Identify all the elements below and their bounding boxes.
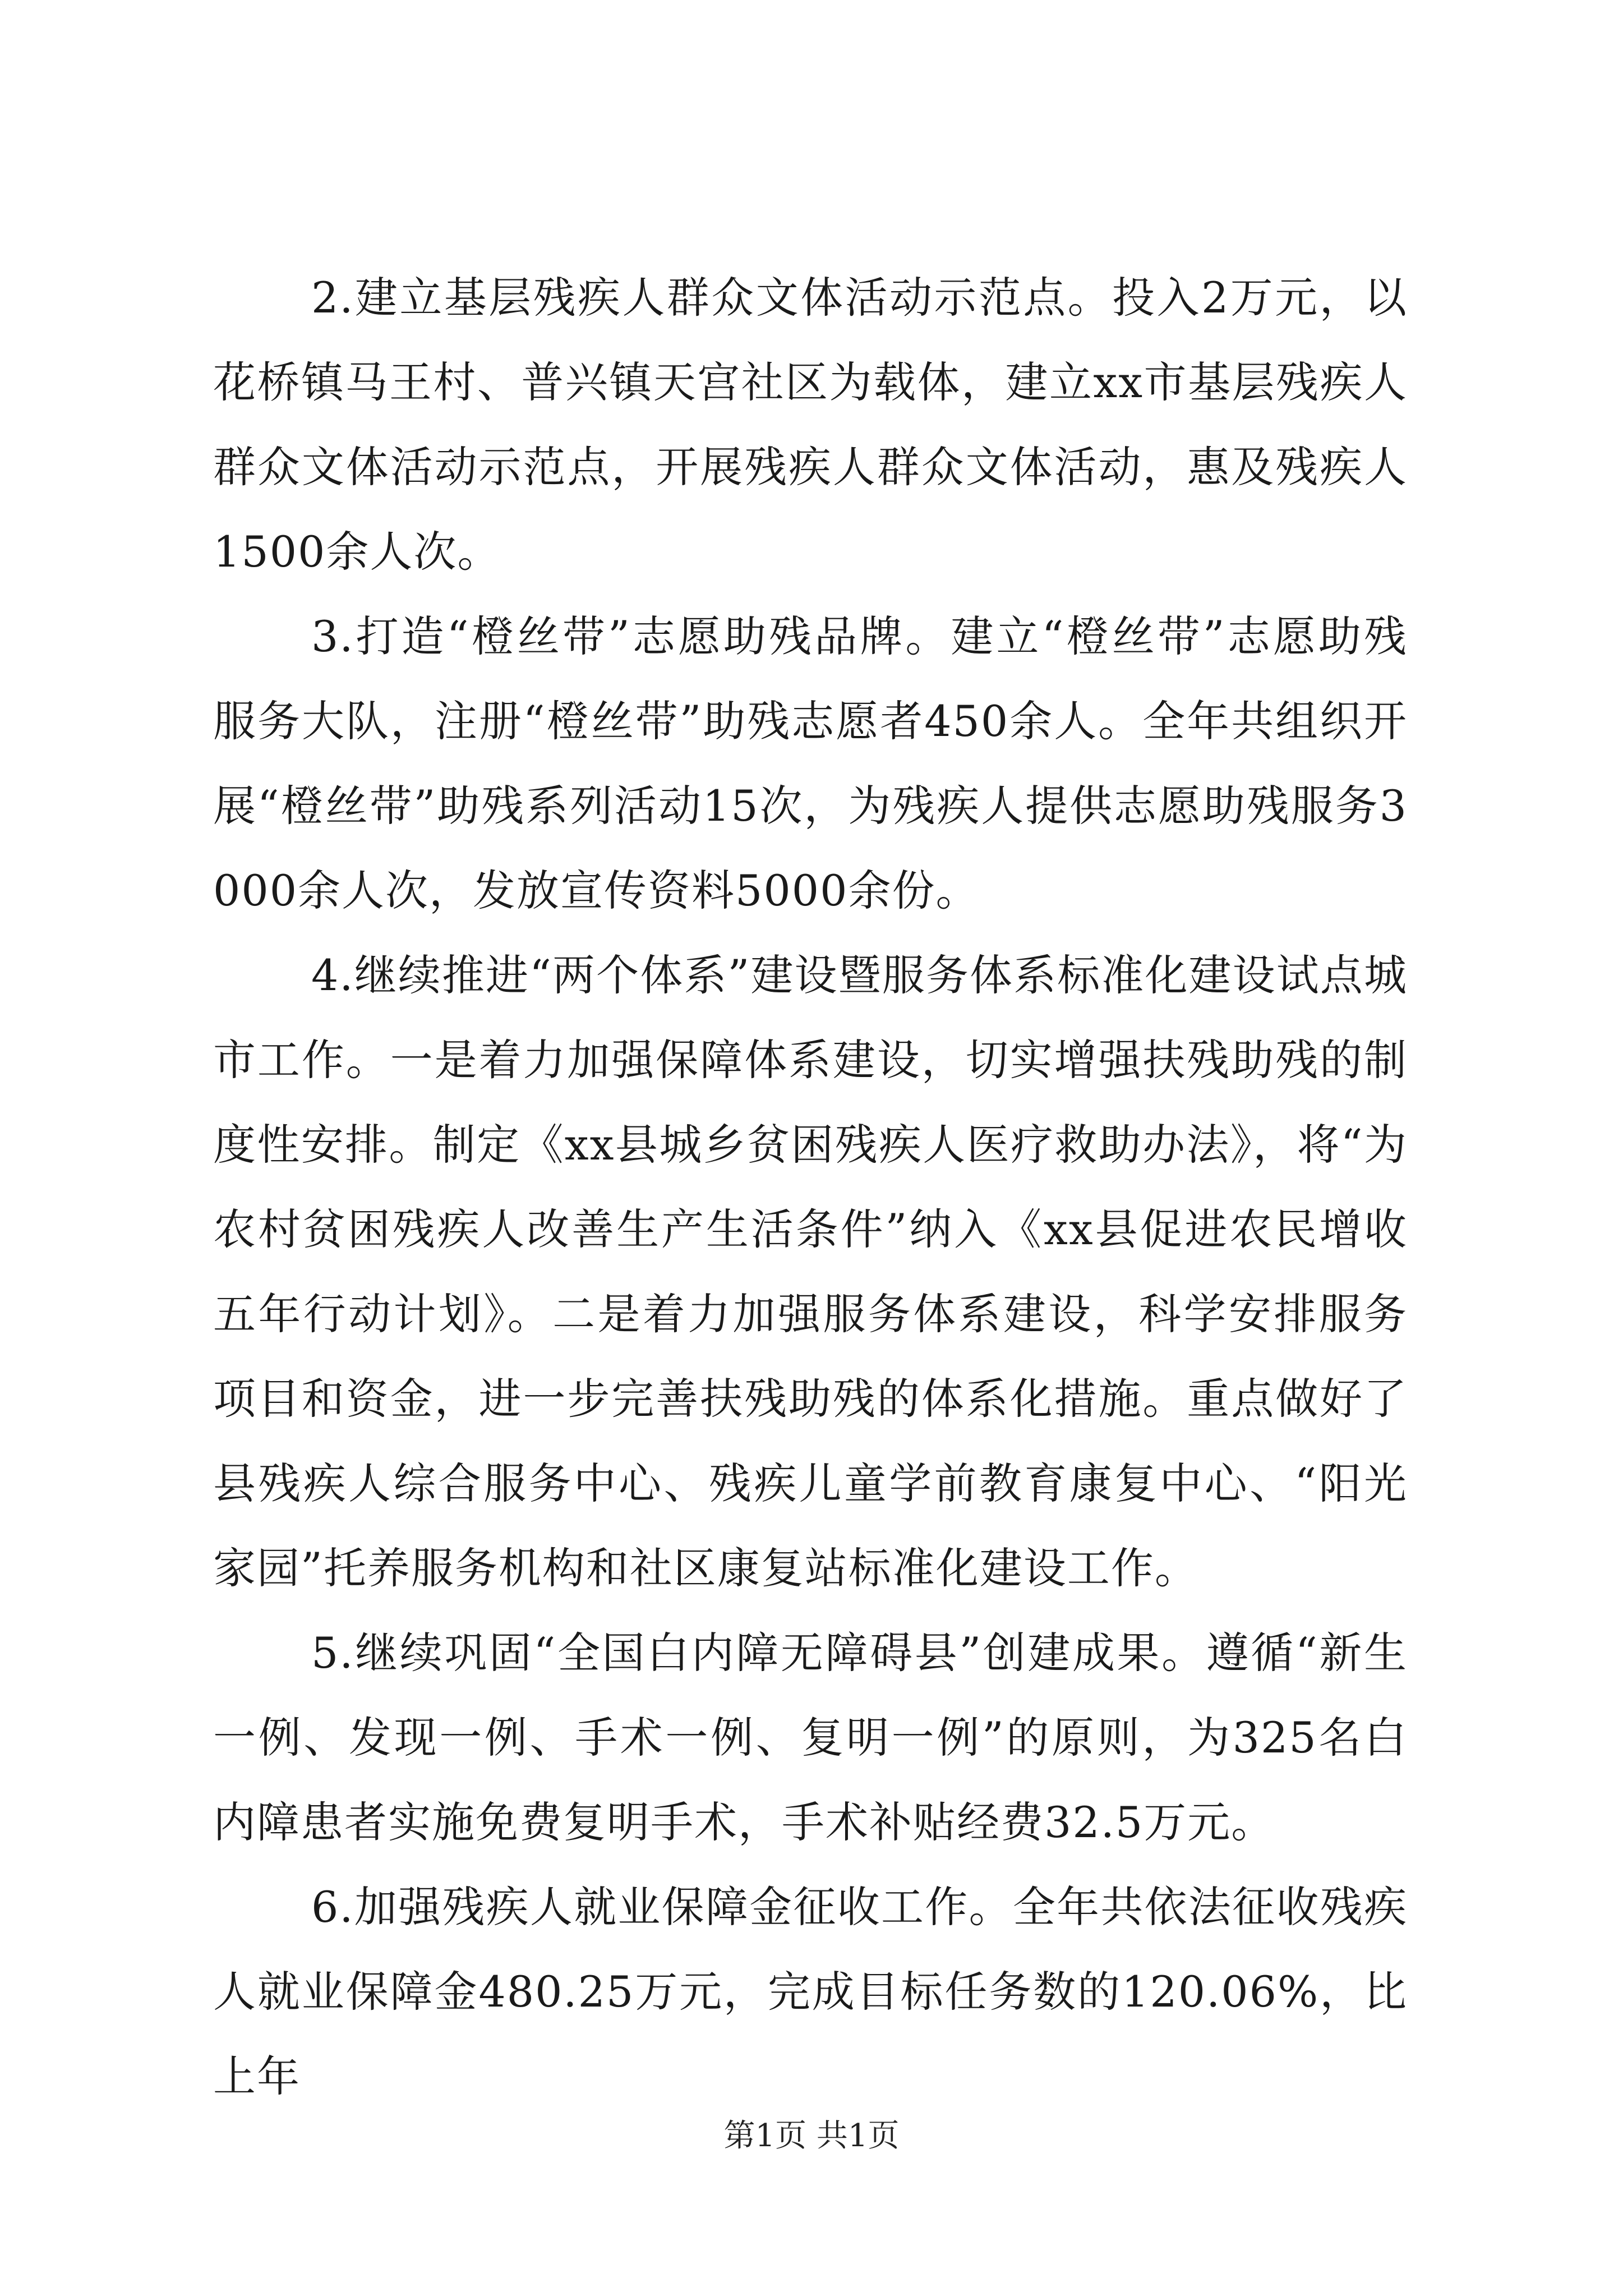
paragraph-4: 4.继续推进“两个体系”建设暨服务体系标准化建设试点城市工作。一是着力加强保障体系建设，切实增强扶残助残的制度性安排。制定《xx县城乡贫困残疾人医疗救助办法》，将“为农村贫困残疾人改善生产生活条件”纳入《xx县促进农民增收五年行动计划》。二是着力加强服务体系建设，科学安排服务项目和资金，进一步完善扶残助残的体系化措施。重点做好了县残疾人综合服务中心、残疾儿童学前教育康复中心、“阳光家园”托养服务机构和社区康复站标准化建设工作。 [213,950,1408,1593]
document-body [213,255,1408,2119]
paragraph-2: 2.建立基层残疾人群众文体活动示范点。投入2万元，以花桥镇马王村、普兴镇天宫社区为载体，建立xx市基层残疾人群众文体活动示范点，开展残疾人群众文体活动，惠及残疾人1500余人次。 [213,273,1408,577]
page-footer: 第1页 共1页 [723,2118,900,2154]
paragraph-6: 6.加强残疾人就业保障金征收工作。全年共依法征收残疾人就业保障金480.25万元，完成目标任务数的120.06%，比上年 [213,1882,1408,2101]
paragraph-5: 5.继续巩固“全国白内障无障碍县”创建成果。遵循“新生一例、发现一例、手术一例、复明一例”的原则，为325名白内障患者实施免费复明手术，手术补贴经费32.5万元。 [213,1628,1408,1847]
paragraph-3: 3.打造“橙丝带”志愿助残品牌。建立“橙丝带”志愿助残服务大队，注册“橙丝带”助残志愿者450余人。全年共组织开展“橙丝带”助残系列活动15次，为残疾人提供志愿助残服务3000余人次，发放宣传资料5000余份。 [213,611,1408,915]
